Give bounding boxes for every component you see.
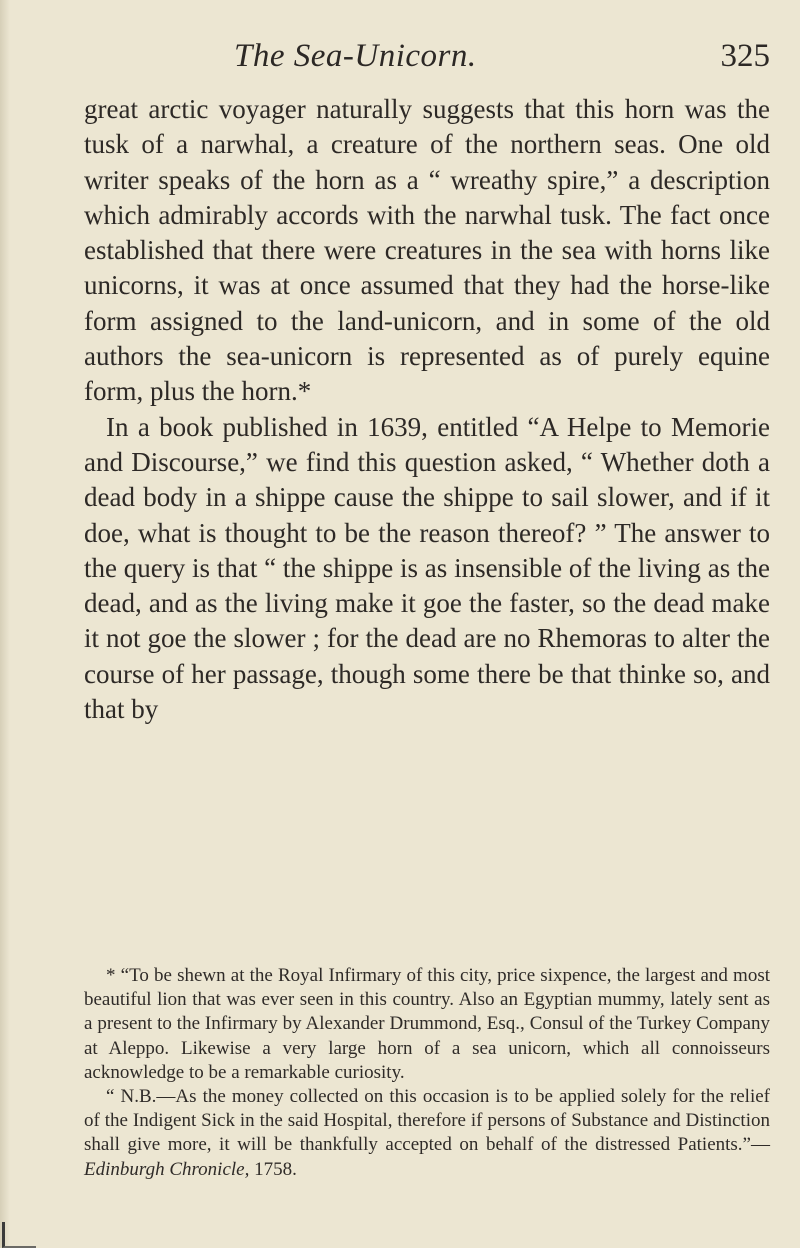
footnotes — [84, 964, 770, 1182]
running-head — [84, 38, 770, 82]
body-paragraph-1: great arctic voyager naturally suggests that this horn was the tusk of a narwhal, a creature of the northern seas. One old writer speaks of the horn as a “ wreathy spire,” a description which admirably accords with the narwhal tusk. The fact once established that there were creatures in the sea with horns like unicorns, it was at once assumed that they had the horse-like form assigned to the land-unicorn, and in some of the old authors the sea-unicorn is represented as of purely equine form, plus the horn.* — [84, 94, 770, 407]
body-paragraph-2: In a book published in 1639, entitled “A Helpe to Memorie and Discourse,” we find this question asked, “ Whether doth a dead body in a shippe cause the shippe to sail slower, and if it doe, what is thought to be the reason thereof? ” The answer to the query is that “ the shippe is as insensible of the living as the dead, and as the living make it goe the faster, so the dead make it not goe the slower ; for the dead are no Rhemoras to alter the course of her passage, though some there be that thinke so, and that by — [84, 411, 770, 725]
corner-mark — [2, 1222, 36, 1248]
body-text — [84, 92, 770, 727]
footnote-quote: “ N.B.—As the money collected on this occasion is to be applied solely for the relief of the Indigent Sick in the said Hospital, therefore if persons of Substance and Distinction shall give more, it will be thankfully accepted on behalf of the distressed Patients.”— — [84, 1086, 770, 1156]
page-number: 325 — [720, 38, 770, 74]
footnote-source: Edinburgh Chronicle, — [84, 1158, 250, 1180]
footnote-year: 1758. — [249, 1158, 297, 1180]
footnote-paragraph-2 — [84, 1085, 770, 1182]
running-title: The Sea-Unicorn. — [234, 38, 477, 74]
footnote-paragraph-1: * “To be shewn at the Royal Infirmary of this city, price sixpence, the largest and most beautiful lion that was ever seen in this country. Also an Egyptian mummy, lately sent as a present to the Infirmary by Alexander Drummond, Esq., Consul of the Turkey Company at Aleppo. Likewise a very large horn of a sea unicorn, which all connoisseurs acknowledge to be a remarkable curiosity. — [84, 965, 770, 1083]
page-edge-shadow — [0, 0, 10, 1248]
